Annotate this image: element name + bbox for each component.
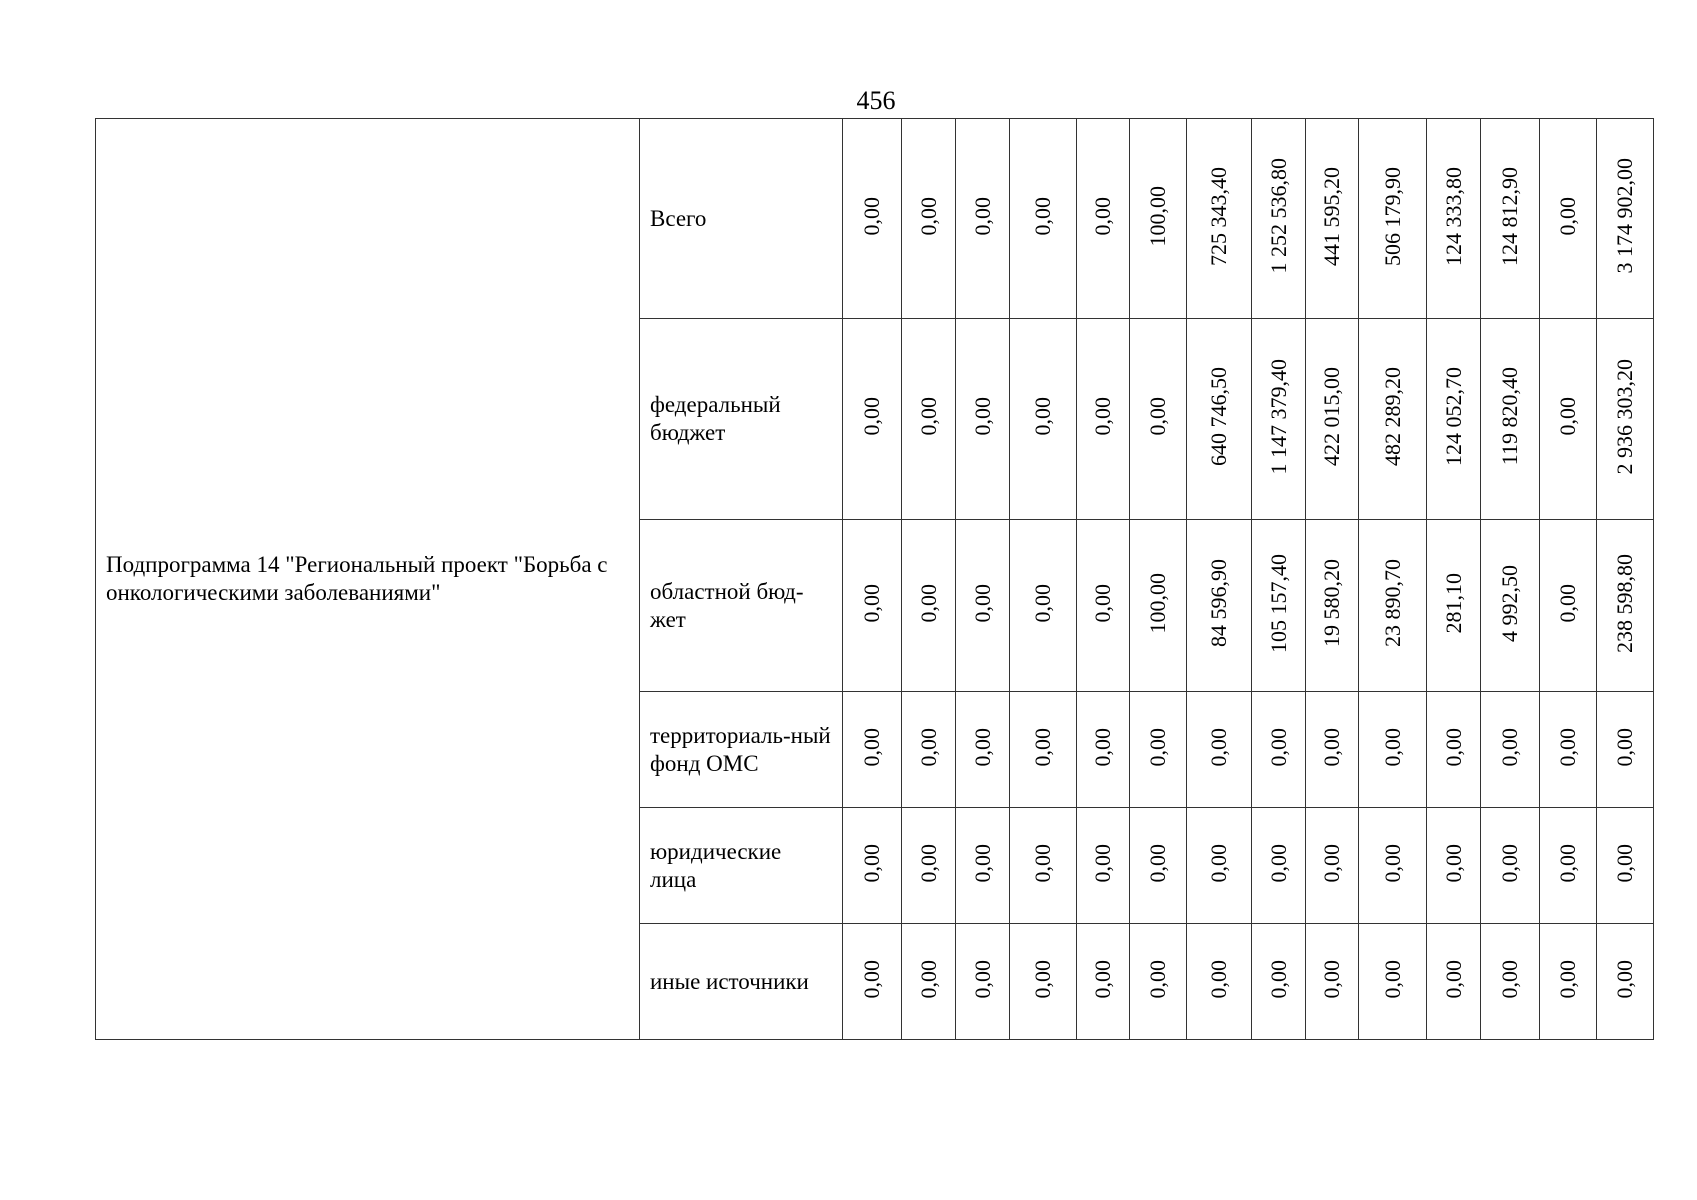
page-number: 456 — [856, 86, 896, 115]
amount-value: 0,00 — [1555, 583, 1580, 623]
value-cell — [843, 692, 902, 808]
value-cell — [956, 319, 1010, 520]
amount-value: 124 052,70 — [1440, 367, 1466, 466]
amount-value: 0,00 — [859, 843, 884, 883]
amount-value: 0,00 — [859, 583, 884, 623]
value-cell — [1540, 808, 1597, 924]
amount-value: 0,00 — [1319, 727, 1344, 767]
value-cell — [1359, 119, 1427, 319]
amount-value: 441 595,20 — [1319, 166, 1344, 266]
amount-value: 100,00 — [1145, 572, 1170, 634]
amount-value: 0,00 — [859, 727, 884, 767]
program-title: Подпрограмма 14 "Региональный проект "Борьба с онкологическими заболеваниями" — [106, 552, 608, 605]
funding-source-label: территориаль-ный фонд ОМС — [650, 722, 831, 776]
amount-value: 0,00 — [1440, 959, 1466, 999]
value-cell — [1540, 520, 1597, 692]
value-cell — [1306, 119, 1359, 319]
funding-source-cell — [640, 924, 843, 1040]
amount-value: 0,00 — [1497, 843, 1522, 883]
amount-value: 0,00 — [1379, 843, 1405, 883]
funding-source-label: федеральный бюджет — [650, 392, 781, 445]
value-cell — [1252, 808, 1306, 924]
amount-value: 0,00 — [1497, 959, 1522, 999]
amount-value: 0,00 — [1612, 727, 1637, 767]
value-cell — [1077, 520, 1130, 692]
amount-value: 0,00 — [1265, 959, 1291, 999]
amount-value: 0,00 — [915, 843, 941, 883]
amount-value: 0,00 — [915, 727, 941, 767]
amount-value: 1 147 379,40 — [1265, 358, 1291, 475]
amount-value: 3 174 902,00 — [1612, 158, 1637, 274]
amount-value: 0,00 — [1379, 727, 1405, 767]
amount-value: 119 820,40 — [1497, 367, 1522, 466]
amount-value: 0,00 — [1030, 583, 1055, 623]
amount-value: 0,00 — [1206, 727, 1231, 767]
value-cell — [1010, 924, 1077, 1040]
value-cell — [1359, 319, 1427, 520]
funding-source-cell — [640, 808, 843, 924]
value-cell — [1010, 319, 1077, 520]
funding-source-cell — [640, 319, 843, 520]
value-cell — [1359, 924, 1427, 1040]
value-cell — [1130, 692, 1187, 808]
amount-value: 0,00 — [969, 196, 995, 236]
amount-value: 105 157,40 — [1265, 553, 1291, 653]
amount-value: 100,00 — [1145, 185, 1170, 247]
value-cell — [956, 520, 1010, 692]
amount-value: 0,00 — [1090, 196, 1115, 236]
amount-value: 0,00 — [1145, 843, 1170, 883]
value-cell — [1427, 692, 1481, 808]
amount-value: 0,00 — [969, 397, 995, 436]
amount-value: 0,00 — [859, 397, 884, 436]
value-cell — [1010, 808, 1077, 924]
value-cell — [1306, 319, 1359, 520]
amount-value: 0,00 — [1206, 959, 1231, 999]
value-cell — [1130, 520, 1187, 692]
amount-value: 0,00 — [859, 196, 884, 236]
value-cell — [956, 119, 1010, 319]
value-cell — [1481, 520, 1540, 692]
amount-value: 0,00 — [915, 196, 941, 236]
amount-value: 124 333,80 — [1440, 166, 1466, 266]
value-cell — [1306, 692, 1359, 808]
value-cell — [1010, 119, 1077, 319]
value-cell — [1252, 520, 1306, 692]
value-cell — [1540, 692, 1597, 808]
funding-source-label: юридические лица — [650, 838, 782, 892]
amount-value: 0,00 — [1206, 843, 1231, 883]
amount-value: 0,00 — [1030, 196, 1055, 236]
value-cell — [1597, 520, 1654, 692]
amount-value: 0,00 — [1090, 727, 1115, 767]
amount-value: 0,00 — [1030, 397, 1055, 436]
amount-value: 0,00 — [969, 727, 995, 767]
value-cell — [1306, 520, 1359, 692]
value-cell — [843, 319, 902, 520]
value-cell — [1187, 808, 1252, 924]
value-cell — [843, 520, 902, 692]
value-cell — [1359, 692, 1427, 808]
funding-source-label: иные источники — [650, 968, 809, 994]
value-cell — [1252, 319, 1306, 520]
value-cell — [1010, 692, 1077, 808]
value-cell — [843, 924, 902, 1040]
value-cell — [1427, 520, 1481, 692]
amount-value: 0,00 — [915, 959, 941, 999]
amount-value: 0,00 — [1265, 843, 1291, 883]
value-cell — [1597, 119, 1654, 319]
funding-source-cell — [640, 692, 843, 808]
amount-value: 238 598,80 — [1612, 553, 1637, 653]
amount-value: 640 746,50 — [1206, 367, 1231, 466]
amount-value: 0,00 — [1555, 959, 1580, 999]
value-cell — [843, 808, 902, 924]
amount-value: 0,00 — [859, 959, 884, 999]
value-cell — [902, 520, 956, 692]
financing-table — [95, 118, 1654, 1040]
amount-value: 281,10 — [1440, 572, 1466, 634]
value-cell — [1077, 808, 1130, 924]
amount-value: 506 179,90 — [1379, 166, 1405, 266]
value-cell — [1306, 924, 1359, 1040]
funding-source-cell — [640, 119, 843, 319]
amount-value: 4 992,50 — [1497, 564, 1522, 642]
amount-value: 0,00 — [1265, 727, 1291, 767]
value-cell — [1540, 319, 1597, 520]
funding-source-label: областной бюд-жет — [650, 578, 804, 632]
amount-value: 0,00 — [1379, 959, 1405, 999]
value-cell — [1187, 692, 1252, 808]
amount-value: 0,00 — [969, 843, 995, 883]
amount-value: 725 343,40 — [1206, 166, 1231, 266]
value-cell — [1427, 319, 1481, 520]
amount-value: 0,00 — [1440, 727, 1466, 767]
amount-value: 0,00 — [1555, 843, 1580, 883]
value-cell — [1077, 692, 1130, 808]
amount-value: 0,00 — [1612, 959, 1637, 999]
value-cell — [956, 924, 1010, 1040]
value-cell — [1130, 319, 1187, 520]
amount-value: 23 890,70 — [1379, 559, 1405, 647]
amount-value: 0,00 — [1145, 727, 1170, 767]
amount-value: 0,00 — [1090, 843, 1115, 883]
amount-value: 0,00 — [1440, 843, 1466, 883]
value-cell — [956, 692, 1010, 808]
amount-value: 482 289,20 — [1379, 367, 1405, 466]
value-cell — [1597, 924, 1654, 1040]
amount-value: 0,00 — [1555, 397, 1580, 436]
value-cell — [1130, 924, 1187, 1040]
amount-value: 2 936 303,20 — [1612, 358, 1637, 475]
value-cell — [1481, 692, 1540, 808]
amount-value: 0,00 — [1145, 397, 1170, 436]
program-title-cell — [96, 119, 640, 1040]
value-cell — [1252, 692, 1306, 808]
value-cell — [1427, 924, 1481, 1040]
funding-source-cell — [640, 520, 843, 692]
amount-value: 19 580,20 — [1319, 559, 1344, 647]
amount-value: 0,00 — [1555, 196, 1580, 236]
value-cell — [1427, 119, 1481, 319]
amount-value: 0,00 — [969, 583, 995, 623]
value-cell — [1540, 119, 1597, 319]
amount-value: 0,00 — [1030, 727, 1055, 767]
value-cell — [902, 692, 956, 808]
amount-value: 1 252 536,80 — [1265, 158, 1291, 274]
funding-source-label: Всего — [650, 205, 707, 231]
amount-value: 422 015,00 — [1319, 367, 1344, 466]
value-cell — [1187, 319, 1252, 520]
value-cell — [1359, 520, 1427, 692]
amount-value: 0,00 — [1319, 959, 1344, 999]
amount-value: 0,00 — [1090, 959, 1115, 999]
value-cell — [1359, 808, 1427, 924]
value-cell — [843, 119, 902, 319]
value-cell — [1597, 808, 1654, 924]
amount-value: 0,00 — [915, 397, 941, 436]
value-cell — [1427, 808, 1481, 924]
value-cell — [1187, 520, 1252, 692]
amount-value: 0,00 — [1497, 727, 1522, 767]
value-cell — [1540, 924, 1597, 1040]
value-cell — [1130, 119, 1187, 319]
amount-value: 0,00 — [1090, 397, 1115, 436]
value-cell — [1306, 808, 1359, 924]
amount-value: 0,00 — [1030, 843, 1055, 883]
value-cell — [1077, 924, 1130, 1040]
table-row — [96, 119, 1654, 319]
amount-value: 0,00 — [1612, 843, 1637, 883]
value-cell — [1597, 692, 1654, 808]
value-cell — [1077, 319, 1130, 520]
amount-value: 84 596,90 — [1206, 559, 1231, 647]
amount-value: 0,00 — [1555, 727, 1580, 767]
value-cell — [1481, 119, 1540, 319]
amount-value: 124 812,90 — [1497, 166, 1522, 266]
value-cell — [1481, 319, 1540, 520]
value-cell — [1252, 924, 1306, 1040]
amount-value: 0,00 — [915, 583, 941, 623]
value-cell — [1130, 808, 1187, 924]
value-cell — [956, 808, 1010, 924]
value-cell — [902, 319, 956, 520]
amount-value: 0,00 — [1030, 959, 1055, 999]
value-cell — [1252, 119, 1306, 319]
amount-value: 0,00 — [1319, 843, 1344, 883]
value-cell — [902, 808, 956, 924]
amount-value: 0,00 — [969, 959, 995, 999]
value-cell — [1481, 808, 1540, 924]
value-cell — [902, 119, 956, 319]
amount-value: 0,00 — [1145, 959, 1170, 999]
value-cell — [1187, 119, 1252, 319]
value-cell — [1481, 924, 1540, 1040]
value-cell — [1010, 520, 1077, 692]
value-cell — [1597, 319, 1654, 520]
value-cell — [1187, 924, 1252, 1040]
value-cell — [902, 924, 956, 1040]
value-cell — [1077, 119, 1130, 319]
amount-value: 0,00 — [1090, 583, 1115, 623]
